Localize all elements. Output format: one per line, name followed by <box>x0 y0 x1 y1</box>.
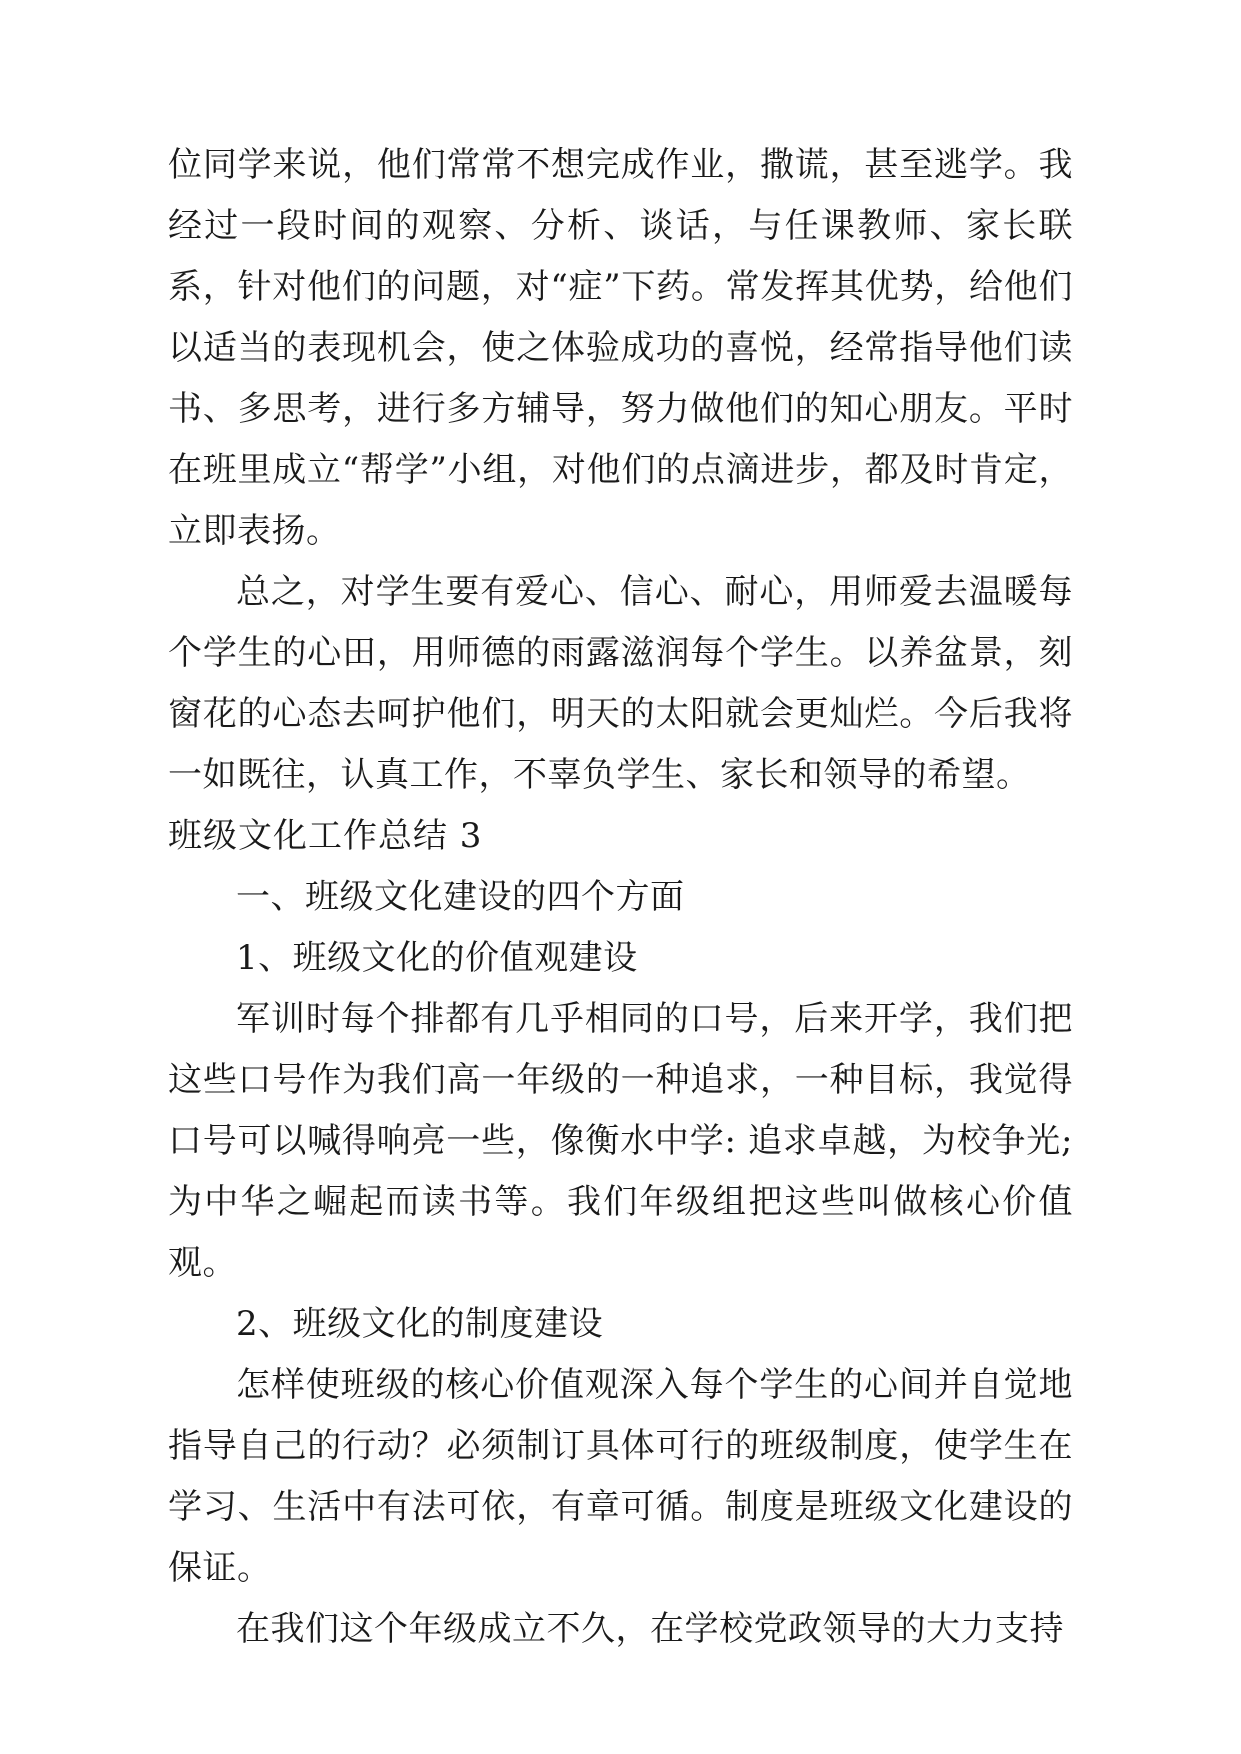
section-subheading: 2、班级文化的制度建设 <box>236 1304 604 1344</box>
paragraph: 在我们这个年级成立不久，在学校党政领导的大力支持 <box>236 1609 1064 1649</box>
paragraph: 军训时每个排都有几乎相同的口号，后来开学，我们把这些口号作为我们高一年级的一种追求，一种目标，我觉得口号可以喊得响亮一些，像衡水中学: 追求卓越，为校争光; 为中华之崛起而读书等。我们年级组把这些叫做核心价值观。 <box>168 999 1073 1283</box>
section-subheading: 一、班级文化建设的四个方面 <box>236 877 685 917</box>
paragraph: 位同学来说，他们常常不想完成作业，撒谎，甚至逃学。我经过一段时间的观察、分析、谈话，与任课教师、家长联系，针对他们的问题，对“症”下药。常发挥其优势，给他们以适当的表现机会，使之体验成功的喜悦，经常指导他们读书、多思考，进行多方辅导，努力做他们的知心朋友。平时在班里成立“帮学”小组，对他们的点滴进步，都及时肯定，立即表扬。 <box>168 145 1073 551</box>
section-heading: 班级文化工作总结 3 <box>168 816 483 856</box>
paragraph: 总之，对学生要有爱心、信心、耐心，用师爱去温暖每个学生的心田，用师德的雨露滋润每个学生。以养盆景，刻窗花的心态去呵护他们，明天的太阳就会更灿烂。今后我将一如既往，认真工作，不辜负学生、家长和领导的希望。 <box>168 572 1073 795</box>
paragraph: 怎样使班级的核心价值观深入每个学生的心间并自觉地指导自己的行动？必须制订具体可行的班级制度，使学生在学习、生活中有法可依，有章可循。制度是班级文化建设的保证。 <box>168 1365 1073 1588</box>
section-subheading: 1、班级文化的价值观建设 <box>236 938 638 978</box>
document-body <box>168 135 1073 1660</box>
